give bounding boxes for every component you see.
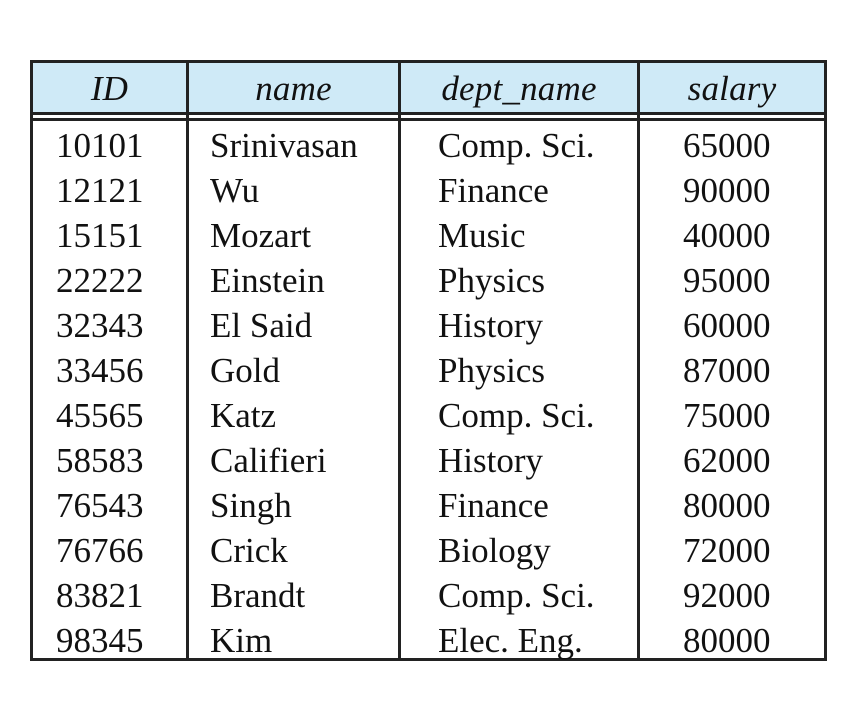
cell-salary: 80000	[683, 621, 771, 660]
cell-dept-name: Comp. Sci.	[438, 576, 595, 615]
table-row	[33, 528, 824, 573]
cell-name: El Said	[210, 306, 313, 345]
cell-id: 10101	[56, 126, 144, 165]
table-row	[33, 303, 824, 348]
cell-dept-name: Elec. Eng.	[438, 621, 583, 660]
cell-salary: 40000	[683, 216, 771, 255]
cell-salary: 90000	[683, 171, 771, 210]
column-header-name: name	[255, 69, 332, 108]
table-row	[33, 168, 824, 213]
cell-name: Wu	[210, 171, 260, 210]
cell-name: Mozart	[210, 216, 312, 255]
cell-name: Crick	[210, 531, 288, 570]
cell-salary: 87000	[683, 351, 771, 390]
cell-dept-name: Biology	[438, 531, 551, 570]
cell-salary: 80000	[683, 486, 771, 525]
cell-name: Gold	[210, 351, 280, 390]
cell-dept-name: Physics	[438, 261, 545, 300]
cell-name: Srinivasan	[210, 126, 358, 165]
cell-dept-name: History	[438, 306, 543, 345]
cell-dept-name: Finance	[438, 171, 549, 210]
cell-name: Katz	[210, 396, 277, 435]
column-header-salary: salary	[687, 69, 777, 108]
cell-dept-name: History	[438, 441, 543, 480]
table-row	[33, 618, 824, 663]
table-row	[33, 573, 824, 618]
cell-salary: 75000	[683, 396, 771, 435]
table-row	[33, 213, 824, 258]
cell-id: 76766	[56, 531, 144, 570]
table-row	[33, 258, 824, 303]
cell-dept-name: Finance	[438, 486, 549, 525]
cell-salary: 95000	[683, 261, 771, 300]
cell-salary: 65000	[683, 126, 771, 165]
table-row	[33, 483, 824, 528]
cell-dept-name: Physics	[438, 351, 545, 390]
cell-id: 33456	[56, 351, 144, 390]
table-row	[33, 123, 824, 168]
cell-id: 76543	[56, 486, 144, 525]
cell-salary: 62000	[683, 441, 771, 480]
column-header-dept-name: dept_name	[441, 69, 597, 108]
cell-name: Einstein	[210, 261, 325, 300]
cell-salary: 60000	[683, 306, 771, 345]
cell-salary: 92000	[683, 576, 771, 615]
table-row	[33, 393, 824, 438]
cell-id: 98345	[56, 621, 144, 660]
column-header-id: ID	[90, 69, 129, 108]
table-row	[33, 348, 824, 393]
cell-id: 22222	[56, 261, 144, 300]
instructor-table	[30, 60, 827, 661]
cell-name: Kim	[210, 621, 273, 660]
header-divider	[33, 118, 824, 121]
cell-id: 45565	[56, 396, 144, 435]
cell-id: 32343	[56, 306, 144, 345]
table-row	[33, 438, 824, 483]
cell-salary: 72000	[683, 531, 771, 570]
cell-id: 83821	[56, 576, 144, 615]
cell-name: Brandt	[210, 576, 306, 615]
cell-dept-name: Music	[438, 216, 526, 255]
cell-dept-name: Comp. Sci.	[438, 396, 595, 435]
cell-id: 58583	[56, 441, 144, 480]
cell-id: 12121	[56, 171, 144, 210]
cell-id: 15151	[56, 216, 144, 255]
cell-name: Califieri	[210, 441, 327, 480]
cell-dept-name: Comp. Sci.	[438, 126, 595, 165]
cell-name: Singh	[210, 486, 292, 525]
